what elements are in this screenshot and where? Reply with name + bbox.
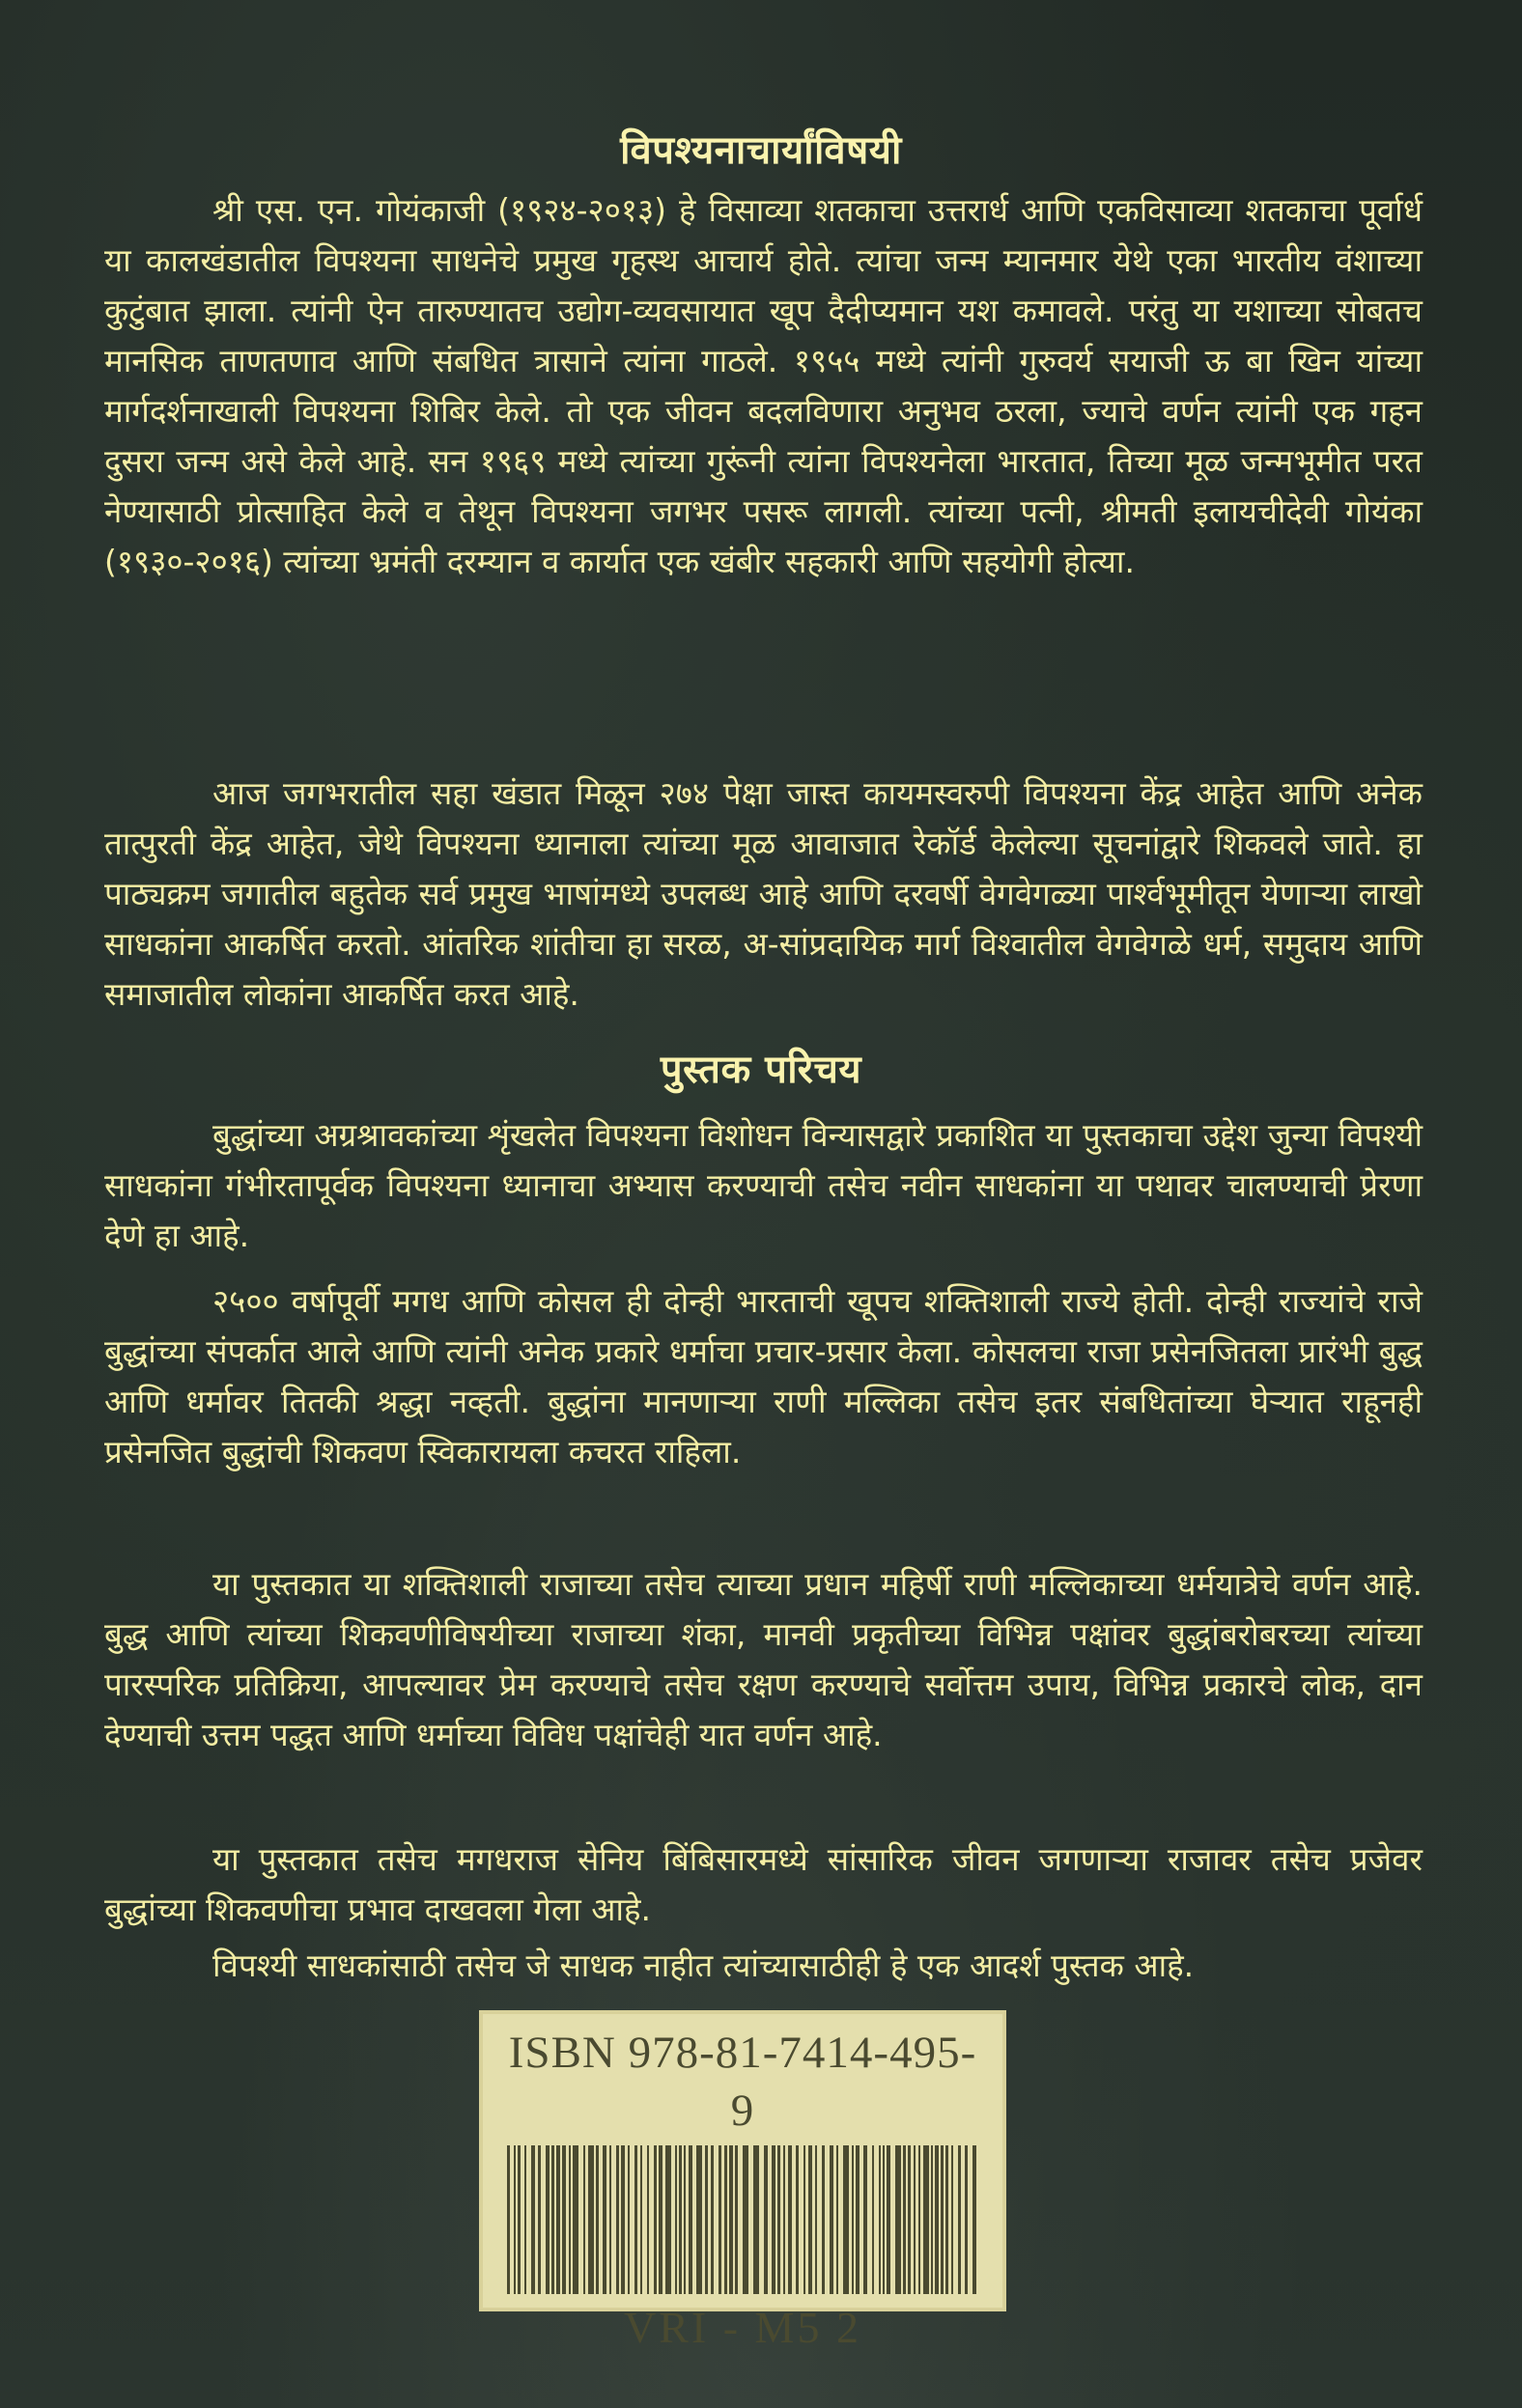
barcode-bar bbox=[705, 2145, 708, 2294]
barcode-bar bbox=[684, 2145, 686, 2294]
barcode-bar bbox=[923, 2145, 929, 2294]
barcode-bar bbox=[972, 2145, 976, 2294]
barcode-bar bbox=[931, 2145, 933, 2294]
barcode-bar bbox=[621, 2145, 625, 2294]
barcode-bar bbox=[808, 2145, 812, 2294]
barcode-bar bbox=[788, 2145, 792, 2294]
barcode-bar bbox=[696, 2145, 702, 2294]
paragraph-book-intro-1: बुद्धांच्या अग्रश्रावकांच्या शृंखलेत विपश्यना विशोधन विन्यासद्वारे प्रकाशित या पुस्तकाचा उद्देश जुन्या विपश्यी साधकांना गंभीरतापूर्वक विपश्यना ध्यानाचा अभ्यास करण्याची तसेच नवीन साधकांना या पथावर चालण्याची प्रेरणा देणे हा आहे. bbox=[104, 1116, 1423, 1254]
paragraph-about-teacher-1: श्री एस. एन. गोयंकाजी (१९२४-२०१३) हे विसाव्या शतकाचा उत्तरार्ध आणि एकविसाव्या शतकाचा पूर्वार्ध या कालखंडातील विपश्यना साधनेचे प्रमुख गृहस्थ आचार्य होते. त्यांचा जन्म म्यानमार येथे एका भारतीय वंशाच्या कुटुंबात झाला. त्यांनी ऐन तारुण्यातच उद्योग-व्यवसायात खूप दैदीप्यमान यश कमावले. परंतु या यशाच्या सोबतच मानसिक ताणतणाव आणि संबधित त्रासाने त्यांना गाठले. १९५५ मध्ये त्यांनी गुरुवर्य सयाजी ऊ बा खिन यांच्या मार्गदर्शनाखाली विपश्यना शिबिर केले. तो एक जीवन बदलविणारा अनुभव ठरला, ज्याचे वर्णन त्यांनी एक गहन दुसरा जन्म असे केले आहे. सन १९६९ मध्ये त्यांच्या गुरूंनी त्यांना विपश्यनेला भारतात, तिच्या मूळ जन्मभूमीत परत नेण्यासाठी प्रोत्साहित केले व तेथून विपश्यना जगभर पसरू लागली. त्यांच्या पत्नी, श्रीमती इलायचीदेवी गोयंका (१९३०-२०१६) त्यांच्या भ्रमंती दरम्यान व कार्यात एक खंबीर सहकारी आणि सहयोगी होत्या. bbox=[104, 191, 1423, 580]
barcode-bar bbox=[634, 2145, 637, 2294]
paragraph-about-teacher-2: आज जगभरातील सहा खंडात मिळून २७४ पेक्षा जास्त कायमस्वरुपी विपश्यना केंद्र आहेत आणि अनेक तात्पुरती केंद्र आहेत, जेथे विपश्यना ध्यानाला त्यांच्या मूळ आवाजात रेकॉर्ड केलेल्या सूचनांद्वारे शिकवले जाते. हा पाठ्यक्रम जगातील बहुतेक सर्व प्रमुख भाषांमध्ये उपलब्ध आहे आणि दरवर्षी वेगवेगळ्या पार्श्वभूमीतून येणाऱ्या लाखो साधकांना आकर्षित करतो. आंतरिक शांतीचा हा सरळ, अ-सांप्रदायिक मार्ग विश्वातील वेगवेगळे धर्म, समुदाय आणि समाजातील लोकांना आकर्षित करत आहे. bbox=[104, 774, 1423, 1013]
isbn-text: ISBN 978-81-7414-495-9 bbox=[508, 2028, 977, 2136]
paragraph-book-intro-3: या पुस्तकात या शक्तिशाली राजाच्या तसेच त्याच्या प्रधान महिर्षी राणी मल्लिकाच्या धर्मयात्रेचे वर्णन आहे. बुद्ध आणि त्यांच्या शिकवणीविषयीच्या राजाच्या शंका, मानवी प्रकृतीच्या विभिन्न पक्षांवर बुद्धांबरोबरच्या त्यांच्या पारस्परिक प्रतिक्रिया, आपल्यावर प्रेम करण्याचे तसेच रक्षण करण्याचे सर्वोत्तम उपाय, विभिन्न प्रकारचे लोक, दान देण्याची उत्तम पद्धत आणि धर्माच्या विविध पक्षांचेही यात वर्णन आहे. bbox=[104, 1565, 1423, 1753]
barcode-bar bbox=[951, 2145, 953, 2294]
barcode-bar bbox=[777, 2145, 780, 2294]
barcode-bar bbox=[753, 2145, 759, 2294]
barcode-bar bbox=[665, 2145, 671, 2294]
barcode-bar bbox=[628, 2145, 630, 2294]
barcode-bar bbox=[852, 2145, 854, 2294]
barcode-bar bbox=[836, 2145, 838, 2294]
barcode-bar bbox=[914, 2145, 916, 2294]
barcode-bar bbox=[603, 2145, 606, 2294]
barcode-bar bbox=[903, 2145, 906, 2294]
barcode-bar bbox=[843, 2145, 849, 2294]
barcode-bar bbox=[507, 2145, 510, 2294]
barcode-bar bbox=[546, 2145, 550, 2294]
barcode-bar bbox=[573, 2145, 578, 2294]
barcode-bar bbox=[538, 2145, 541, 2294]
barcode-bar bbox=[719, 2145, 721, 2294]
barcode-bar bbox=[531, 2145, 535, 2294]
barcode-bar bbox=[724, 2145, 727, 2294]
barcode-bar bbox=[514, 2145, 516, 2294]
barcode-bar bbox=[830, 2145, 833, 2294]
paragraph-book-intro-5: विपश्यी साधकांसाठी तसेच जे साधक नाहीत त्यांच्यासाठीही हे एक आदर्श पुस्तक आहे. bbox=[212, 1946, 1195, 1984]
barcode-bar bbox=[822, 2145, 825, 2294]
barcode-bar bbox=[958, 2145, 961, 2294]
barcode-bar bbox=[872, 2145, 874, 2294]
barcode-bars bbox=[501, 2145, 984, 2294]
barcode-bar bbox=[783, 2145, 785, 2294]
barcode-bar bbox=[729, 2145, 733, 2294]
catalog-code: VRI - M5 2 bbox=[624, 2303, 861, 2352]
barcode-bar bbox=[945, 2145, 948, 2294]
section-heading-book-intro: पुस्तक परिचय bbox=[660, 1048, 862, 1092]
barcode-graphic bbox=[501, 2145, 984, 2294]
barcode-bar bbox=[895, 2145, 901, 2294]
barcode-bar bbox=[735, 2145, 738, 2294]
barcode-bar bbox=[908, 2145, 911, 2294]
barcode-bar bbox=[918, 2145, 920, 2294]
barcode-bar bbox=[659, 2145, 662, 2294]
barcode-bar bbox=[883, 2145, 885, 2294]
barcode-bar bbox=[609, 2145, 611, 2294]
barcode-bar bbox=[675, 2145, 677, 2294]
barcode-bar bbox=[965, 2145, 968, 2294]
barcode-bar bbox=[616, 2145, 619, 2294]
barcode-bar bbox=[935, 2145, 939, 2294]
barcode-bar bbox=[772, 2145, 775, 2294]
barcode-bar bbox=[556, 2145, 560, 2294]
barcode-bar bbox=[815, 2145, 817, 2294]
paragraph-book-intro-4: या पुस्तकात तसेच मगधराज सेनिय बिंबिसारमध्ये सांसारिक जीवन जगणाऱ्या राजावर तसेच प्रजेवर बुद्धांच्या शिकवणीचा प्रभाव दाखवला गेला आहे. bbox=[104, 1840, 1423, 1928]
barcode-bar bbox=[518, 2145, 521, 2294]
barcode-bar bbox=[640, 2145, 642, 2294]
barcode-bar bbox=[647, 2145, 649, 2294]
barcode-bar bbox=[711, 2145, 714, 2294]
barcode-bar bbox=[743, 2145, 748, 2294]
barcode-bar bbox=[879, 2145, 881, 2294]
barcode-bar bbox=[569, 2145, 571, 2294]
barcode-bar bbox=[551, 2145, 554, 2294]
barcode-bar bbox=[887, 2145, 890, 2294]
barcode-bar bbox=[654, 2145, 657, 2294]
barcode-bar bbox=[764, 2145, 768, 2294]
barcode-bar bbox=[588, 2145, 594, 2294]
barcode-bar bbox=[856, 2145, 860, 2294]
barcode-bar bbox=[562, 2145, 566, 2294]
barcode-bar bbox=[524, 2145, 526, 2294]
barcode-label bbox=[479, 2010, 1006, 2352]
section-heading-about-teacher: विपश्यनाचार्यांविषयी bbox=[620, 128, 902, 173]
barcode-bar bbox=[863, 2145, 867, 2294]
barcode-bar bbox=[689, 2145, 692, 2294]
barcode-bar bbox=[583, 2145, 585, 2294]
barcode-bar bbox=[596, 2145, 599, 2294]
barcode-bar bbox=[679, 2145, 682, 2294]
barcode-bar bbox=[796, 2145, 799, 2294]
barcode-bar bbox=[803, 2145, 805, 2294]
paragraph-book-intro-2: २५०० वर्षापूर्वी मगध आणि कोसल ही दोन्ही भारताची खूपच शक्तिशाली राज्ये होती. दोन्ही राज्यांचे राजे बुद्धांच्या संपर्कात आले आणि त्यांनी अनेक प्रकारे धर्माचा प्रचार-प्रसार केला. कोसलचा राजा प्रसेनजितला प्रारंभी बुद्ध आणि धर्मावर तितकी श्रद्धा नव्हती. बुद्धांना मानणाऱ्या राणी मल्लिका तसेच इतर संबधितांच्या घेऱ्यात राहूनही प्रसेनजित बुद्धांची शिकवण स्विकारायला कचरत राहिला. bbox=[104, 1282, 1423, 1470]
barcode-bar bbox=[941, 2145, 944, 2294]
